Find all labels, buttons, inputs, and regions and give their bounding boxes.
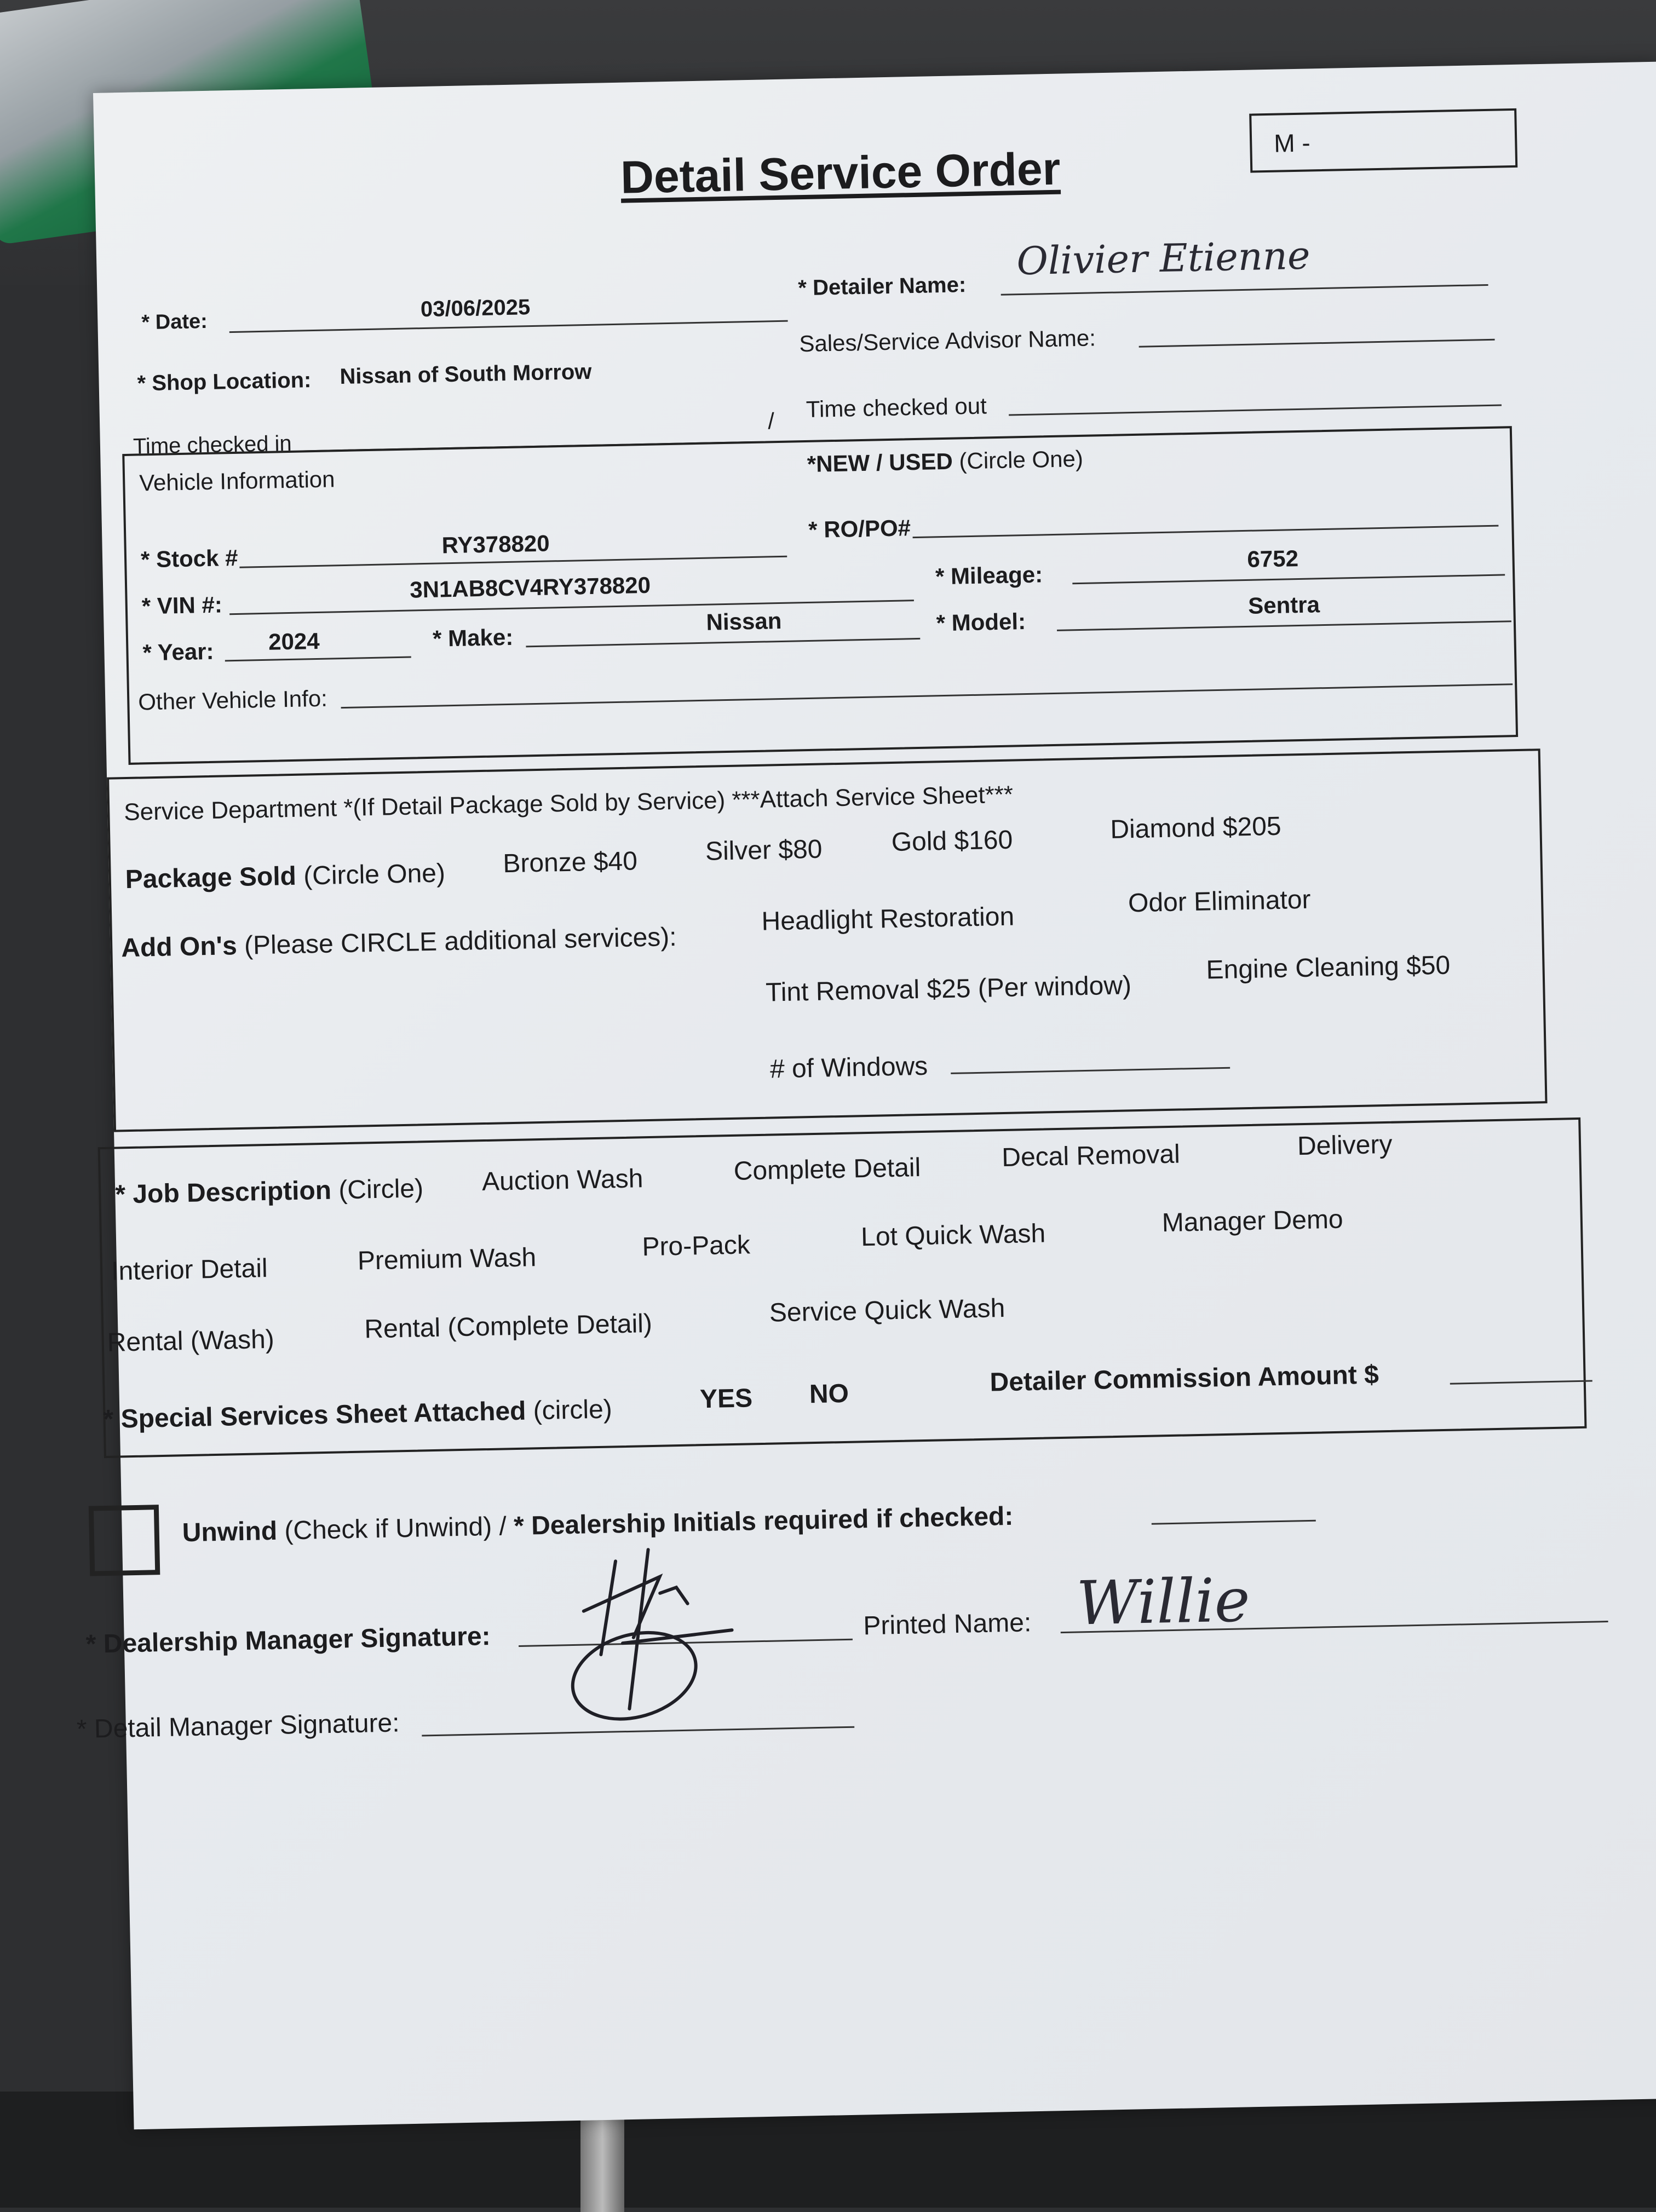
time-checked-out-label: Time checked out [806, 393, 987, 422]
job-delivery[interactable]: Delivery [1297, 1130, 1393, 1161]
unwind-checkbox[interactable] [89, 1505, 160, 1576]
service-dept-header: Service Department *(If Detail Package Sold by Service) ***Attach Service Sheet*** [123, 781, 1014, 826]
service-order-sheet [76, 62, 1656, 2130]
vehicle-info-header: Vehicle Information [139, 466, 335, 496]
model-value[interactable]: Sentra [1247, 591, 1320, 619]
new-used-label: *NEW / USED [807, 448, 953, 477]
detailer-name-line [1001, 284, 1488, 296]
job-rental-complete-detail[interactable]: Rental (Complete Detail) [364, 1309, 653, 1344]
addon-odor-eliminator[interactable]: Odor Eliminator [1128, 885, 1311, 918]
vin-value[interactable]: 3N1AB8CV4RY378820 [409, 572, 651, 603]
special-services-hint: (circle) [533, 1395, 613, 1426]
addons-title: Add On's [120, 931, 238, 963]
time-slash: / [767, 408, 775, 434]
detailer-name-handwritten[interactable]: Olivier Etienne [1016, 233, 1311, 284]
job-description-label [115, 1173, 424, 1209]
package-sold-title: Package Sold [125, 861, 297, 895]
year-value[interactable]: 2024 [268, 627, 320, 655]
job-service-quick-wash[interactable]: Service Quick Wash [769, 1294, 1005, 1328]
new-used-field[interactable] [807, 446, 1083, 477]
job-premium-wash[interactable]: Premium Wash [357, 1243, 537, 1276]
advisor-name-line[interactable] [1139, 339, 1495, 348]
job-complete-detail[interactable]: Complete Detail [733, 1153, 921, 1186]
initials-required-label: * Dealership Initials required if checked: [513, 1501, 1014, 1541]
make-label: * Make: [432, 624, 514, 652]
m-number-box[interactable] [1249, 108, 1517, 173]
job-decal-removal[interactable]: Decal Removal [1001, 1139, 1181, 1173]
unwind-hint: (Check if Unwind) / [284, 1512, 507, 1546]
manager-signature-scribble [549, 1525, 784, 1737]
shop-location-value[interactable]: Nissan of South Morrow [340, 359, 592, 389]
mileage-label: * Mileage: [935, 561, 1043, 590]
form-title: Detail Service Order [620, 142, 1061, 203]
addon-tint-removal[interactable]: Tint Removal $25 (Per window) [765, 971, 1132, 1007]
package-option-silver[interactable]: Silver $80 [705, 834, 823, 866]
stock-label: * Stock # [140, 544, 238, 573]
vin-label: * VIN #: [141, 591, 223, 619]
job-description-title: * Job Description [114, 1176, 332, 1209]
job-description-hint: (Circle) [338, 1174, 424, 1205]
job-manager-demo[interactable]: Manager Demo [1162, 1205, 1344, 1238]
package-option-bronze[interactable]: Bronze $40 [502, 846, 638, 879]
m-number-label: M - [1273, 128, 1311, 158]
addon-headlight-restoration[interactable]: Headlight Restoration [761, 902, 1015, 936]
addon-engine-cleaning[interactable]: Engine Cleaning $50 [1206, 951, 1451, 985]
model-label: * Model: [936, 608, 1026, 636]
new-used-hint: (Circle One) [959, 445, 1084, 474]
year-label: * Year: [142, 638, 214, 666]
ro-po-label: * RO/PO# [808, 515, 911, 543]
commission-label: Detailer Commission Amount $ [990, 1360, 1379, 1397]
package-option-gold[interactable]: Gold $160 [891, 825, 1013, 857]
shop-location-label: * Shop Location: [137, 368, 312, 396]
printed-name-handwritten[interactable]: Willie [1076, 1565, 1251, 1639]
windows-count-label: # of Windows [769, 1051, 928, 1084]
job-rental-wash[interactable]: Rental (Wash) [107, 1324, 275, 1357]
stock-value[interactable]: RY378820 [441, 530, 550, 558]
addons-hint: (Please CIRCLE additional services): [244, 922, 677, 960]
date-value[interactable]: 03/06/2025 [420, 295, 531, 322]
package-option-diamond[interactable]: Diamond $205 [1109, 811, 1282, 844]
special-services-no[interactable]: NO [809, 1379, 849, 1409]
time-checked-in-label: Time checked in [133, 431, 292, 459]
date-line [229, 320, 788, 333]
other-vehicle-info-label: Other Vehicle Info: [137, 685, 328, 715]
dealership-manager-signature-label: * Dealership Manager Signature: [85, 1622, 491, 1659]
job-lot-quick-wash[interactable]: Lot Quick Wash [860, 1219, 1046, 1252]
printed-name-label: Printed Name: [863, 1608, 1032, 1641]
initials-line[interactable] [1152, 1520, 1316, 1525]
date-label: * Date: [141, 309, 208, 335]
unwind-title: Unwind [182, 1516, 278, 1548]
job-interior-detail[interactable]: Interior Detail [111, 1254, 268, 1286]
package-sold-hint: (Circle One) [303, 859, 446, 891]
time-checked-out-line[interactable] [1009, 404, 1502, 416]
advisor-name-label: Sales/Service Advisor Name: [798, 325, 1096, 357]
package-sold-label [125, 858, 445, 895]
detail-manager-signature-label: * Detail Manager Signature: [76, 1708, 400, 1744]
special-services-yes[interactable]: YES [699, 1384, 753, 1414]
detailer-name-label: * Detailer Name: [797, 273, 967, 301]
mileage-value[interactable]: 6752 [1247, 545, 1299, 572]
job-auction-wash[interactable]: Auction Wash [481, 1164, 643, 1197]
job-pro-pack[interactable]: Pro-Pack [641, 1230, 751, 1262]
special-services-title: * Special Services Sheet Attached [103, 1396, 526, 1435]
make-value[interactable]: Nissan [706, 607, 782, 635]
